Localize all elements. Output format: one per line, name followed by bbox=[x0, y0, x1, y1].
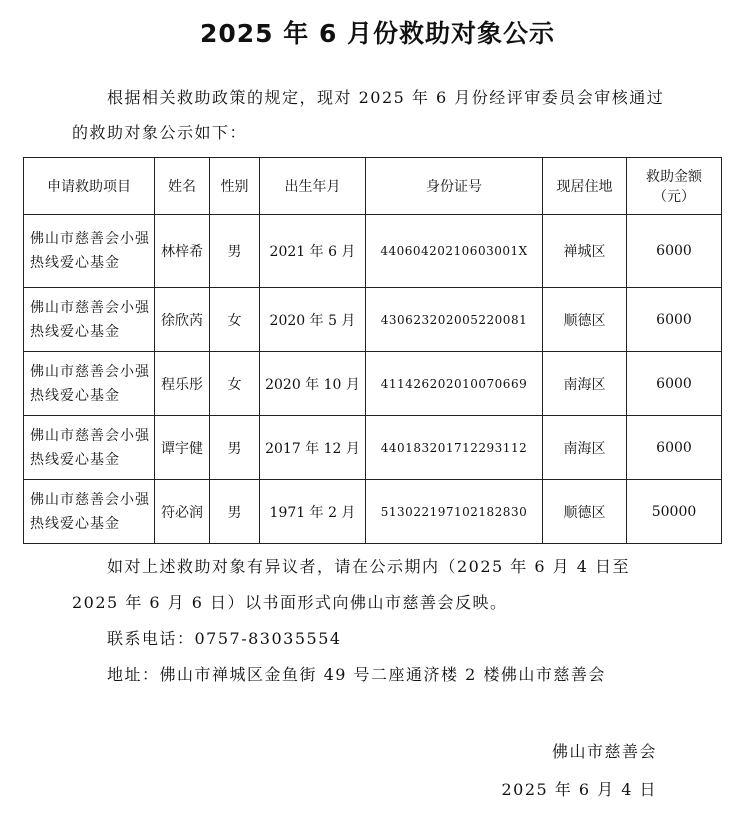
cell-gender: 男 bbox=[210, 480, 260, 544]
document-title: 2025 年 6 月份救助对象公示 bbox=[199, 19, 556, 48]
cell-id: 411426202010070669 bbox=[366, 352, 543, 416]
signature-org: 佛山市慈善会 bbox=[551, 742, 657, 761]
cell-residence: 南海区 bbox=[543, 352, 627, 416]
header-gender: 性别 bbox=[210, 158, 260, 215]
table-row bbox=[24, 416, 722, 480]
cell-gender: 男 bbox=[210, 215, 260, 288]
contact-address: 地址：佛山市禅城区金鱼街 49 号二座通济楼 2 楼佛山市慈善会 bbox=[107, 665, 606, 684]
intro-paragraph: 根据相关救助政策的规定，现对 2025 年 6 月份经评审委员会审核通过的救助对象公示如下： bbox=[72, 88, 665, 142]
cell-gender: 男 bbox=[210, 416, 260, 480]
cell-id: 513022197102182830 bbox=[366, 480, 543, 544]
table-row bbox=[24, 288, 722, 352]
cell-project: 佛山市慈善会小强热线爱心基金 bbox=[24, 416, 155, 480]
objection-notice: 如对上述救助对象有异议者，请在公示期内（2025 年 6 月 4 日至 2025 年 6 月 6 日）以书面形式向佛山市慈善会反映。 bbox=[72, 557, 631, 612]
header-project: 申请救助项目 bbox=[24, 158, 155, 215]
cell-name: 符必润 bbox=[155, 480, 210, 544]
header-name: 姓名 bbox=[155, 158, 210, 215]
table-row bbox=[24, 480, 722, 544]
cell-project: 佛山市慈善会小强热线爱心基金 bbox=[24, 215, 155, 288]
cell-gender: 女 bbox=[210, 288, 260, 352]
cell-name: 谭宇健 bbox=[155, 416, 210, 480]
cell-name: 程乐彤 bbox=[155, 352, 210, 416]
cell-id: 440183201712293112 bbox=[366, 416, 543, 480]
cell-name: 徐欣芮 bbox=[155, 288, 210, 352]
cell-amount: 50000 bbox=[627, 480, 722, 544]
cell-id: 430623202005220081 bbox=[366, 288, 543, 352]
table-header-row bbox=[24, 158, 722, 215]
cell-project: 佛山市慈善会小强热线爱心基金 bbox=[24, 480, 155, 544]
cell-amount: 6000 bbox=[627, 352, 722, 416]
table-row bbox=[24, 352, 722, 416]
cell-residence: 南海区 bbox=[543, 416, 627, 480]
cell-amount: 6000 bbox=[627, 416, 722, 480]
signature-block bbox=[501, 733, 657, 809]
cell-gender: 女 bbox=[210, 352, 260, 416]
header-residence: 现居住地 bbox=[543, 158, 627, 215]
table-row bbox=[24, 215, 722, 288]
cell-project: 佛山市慈善会小强热线爱心基金 bbox=[24, 352, 155, 416]
notice-block bbox=[72, 549, 672, 693]
cell-birth: 2021 年 6 月 bbox=[260, 215, 366, 288]
cell-name: 林梓希 bbox=[155, 215, 210, 288]
cell-id: 44060420210603001X bbox=[366, 215, 543, 288]
header-id: 身份证号 bbox=[366, 158, 543, 215]
cell-birth: 2020 年 10 月 bbox=[260, 352, 366, 416]
cell-residence: 顺德区 bbox=[543, 480, 627, 544]
cell-amount: 6000 bbox=[627, 215, 722, 288]
header-amount: 救助金额（元） bbox=[627, 158, 722, 215]
cell-birth: 2017 年 12 月 bbox=[260, 416, 366, 480]
header-birth: 出生年月 bbox=[260, 158, 366, 215]
cell-project: 佛山市慈善会小强热线爱心基金 bbox=[24, 288, 155, 352]
cell-birth: 1971 年 2 月 bbox=[260, 480, 366, 544]
signature-date: 2025 年 6 月 4 日 bbox=[501, 780, 657, 799]
cell-birth: 2020 年 5 月 bbox=[260, 288, 366, 352]
cell-residence: 禅城区 bbox=[543, 215, 627, 288]
cell-residence: 顺德区 bbox=[543, 288, 627, 352]
contact-phone: 联系电话：0757-83035554 bbox=[107, 629, 342, 648]
recipients-table bbox=[23, 157, 722, 544]
cell-amount: 6000 bbox=[627, 288, 722, 352]
